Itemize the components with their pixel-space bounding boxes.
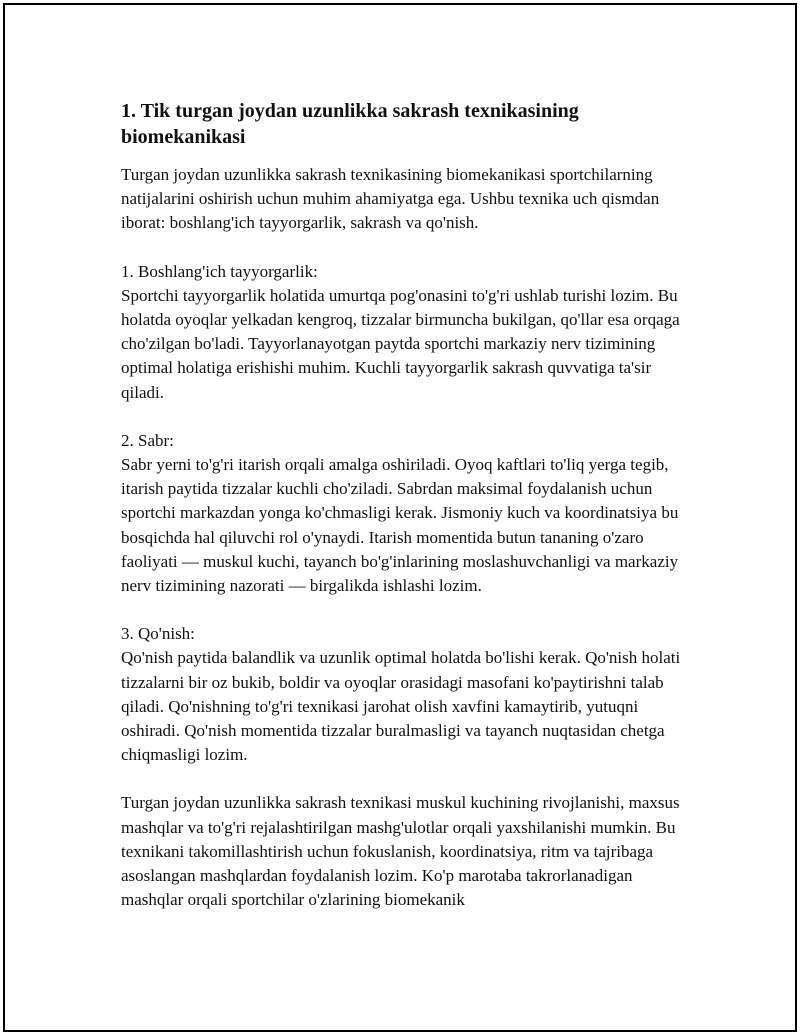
paragraph-spacer <box>121 405 696 429</box>
document-title: 1. Tik turgan joydan uzunlikka sakrash texnikasining biomekanikasi <box>121 100 579 148</box>
intro-paragraph: Turgan joydan uzunlikka sakrash texnikasining biomekanikasi sportchilarning natijalarini oshirish uchun muhim ahamiyatga ega. Ushbu texnika uch qismdan iborat: boshlang'ich tayyorgarlik, sakrash va qo'nish. <box>121 165 660 233</box>
paragraph-spacer <box>121 598 696 622</box>
section-body-push: Sabr yerni to'g'ri itarish orqali amalga oshiriladi. Oyoq kaftlari to'liq yerga tegib, itarish paytida tizzalar kuchli cho'ziladi. Sabrdan maksimal foydalanish uchun sportchi markazdan yonga ko'chmasligi kerak. Jismoniy kuch va koordinatsiya bu bosqichda hal qiluvchi rol o'ynaydi. Itarish momentida butun tananing o'zaro faoliyati — muskul kuchi, tayanch bo'g'inlarining moslashuvchanligi va markaziy nerv tizimining nazorati — birgalikda ishlashi lozim. <box>121 455 679 596</box>
section-heading-push: 2. Sabr: <box>121 430 174 450</box>
document-body <box>121 98 696 912</box>
page-frame <box>3 3 797 1032</box>
section-heading-preparation: 1. Boshlang'ich tayyorgarlik: <box>121 261 318 281</box>
section-body-landing: Qo'nish paytida balandlik va uzunlik optimal holatda bo'lishi kerak. Qo'nish holati tizzalarni bir oz bukib, boldir va oyoqlar orasidagi masofani ko'paytirishni talab qiladi. Qo'nishning to'g'ri texnikasi jarohat olish xavfini kamaytirib, yutuqni oshiradi. Qo'nish momentida tizzalar buralmasligi va tayanch nuqtasidan chetga chiqmasligi lozim. <box>121 648 681 765</box>
closing-paragraph: Turgan joydan uzunlikka sakrash texnikasi muskul kuchining rivojlanishi, maxsus mashqlar va to'g'ri rejalashtirilgan mashg'ulotlar orqali yaxshilanishi mumkin. Bu texnikani takomillashtirish uchun fokuslanish, koordinatsiya, ritm va tajribaga asoslangan mashqlardan foydalanish lozim. Ko'p marotaba takrorlanadigan mashqlar orqali sportchilar o'zlarining biomekanik <box>121 793 680 910</box>
section-heading-landing: 3. Qo'nish: <box>121 624 195 644</box>
paragraph-spacer <box>121 236 696 260</box>
paragraph-spacer <box>121 767 696 791</box>
section-body-preparation: Sportchi tayyorgarlik holatida umurtqa pog'onasini to'g'ri ushlab turishi lozim. Bu holatda oyoqlar yelkadan kengroq, tizzalar birmuncha bukilgan, qo'llar esa orqaga cho'zilgan bo'ladi. Tayyorlanayotgan paytda sportchi markaziy nerv tizimining optimal holatiga erishishi muhim. Kuchli tayyorgarlik sakrash quvvatiga ta'sir qiladi. <box>121 285 680 402</box>
